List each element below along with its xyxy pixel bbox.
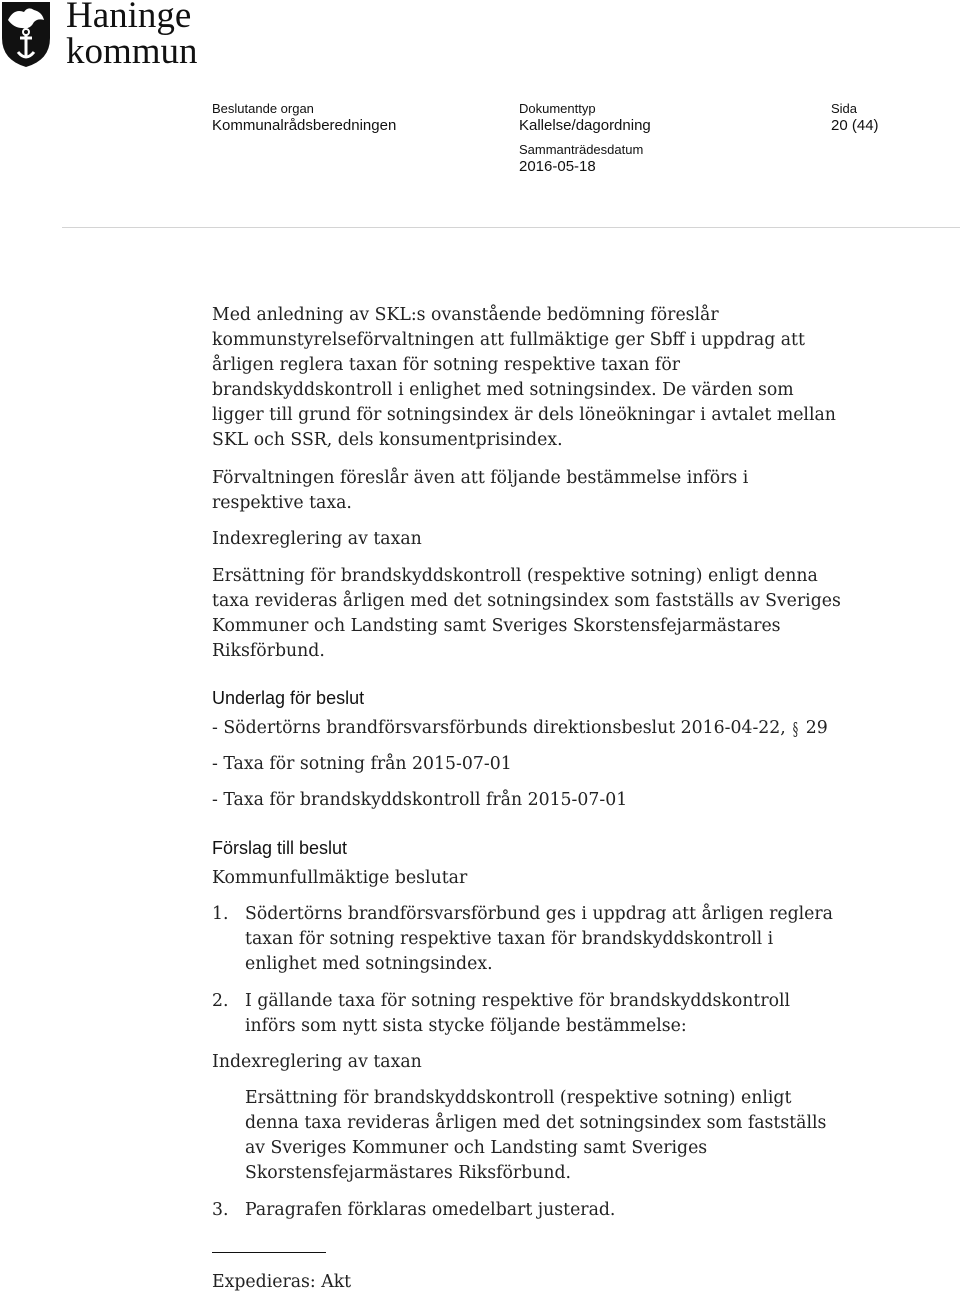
- underlag-item-1-number: 29: [800, 718, 828, 738]
- text-line: Södertörns brandförsvarsförbund ges i uppdrag att årligen reglera: [245, 904, 833, 924]
- doctype-label: Dokumenttyp: [519, 101, 596, 116]
- meeting-date-value: 2016-05-18: [519, 158, 596, 175]
- logo-line-2: kommun: [66, 31, 198, 72]
- text-line: Kommuner och Landsting samt Sveriges Skorstensfejarmästares: [212, 616, 781, 636]
- text-line: årligen reglera taxan för sotning respektive taxan för: [212, 355, 680, 375]
- text-line: Ersättning för brandskyddskontroll (respektive sotning) enligt: [245, 1088, 792, 1108]
- text-line: Ersättning för brandskyddskontroll (respektive sotning) enligt denna: [212, 566, 818, 586]
- underlag-item-1: [212, 716, 828, 741]
- logo-line-1: Haninge: [66, 0, 192, 36]
- organ-label: Beslutande organ: [212, 101, 314, 116]
- paragraph-1: [212, 303, 836, 453]
- text-line: taxa revideras årligen med det sotningsindex som fastställs av Sveriges: [212, 591, 841, 611]
- text-line: Med anledning av SKL:s ovanstående bedömning föreslår: [212, 305, 719, 325]
- forslag-number-1: 1.: [212, 904, 229, 924]
- text-line: I gällande taxa för sotning respektive för brandskyddskontroll: [245, 991, 791, 1011]
- paragraph-2: [212, 466, 748, 516]
- forslag-number-2: 2.: [212, 991, 229, 1011]
- text-line: respektive taxa.: [212, 493, 352, 513]
- paragraph-3: Indexreglering av taxan: [212, 529, 422, 549]
- underlag-heading: Underlag för beslut: [212, 688, 365, 708]
- text-line: Riksförbund.: [212, 641, 325, 661]
- meeting-date-label: Sammanträdesdatum: [519, 142, 644, 157]
- text-line: ligger till grund för sotningsindex är dels löneökningar i avtalet mellan: [212, 405, 836, 425]
- coat-of-arms-icon: [0, 0, 52, 68]
- section-symbol: §: [793, 719, 799, 740]
- forslag-item-1: [245, 902, 833, 977]
- underlag-item-2: - Taxa för sotning från 2015-07-01: [212, 754, 512, 774]
- doctype-value: Kallelse/dagordning: [519, 117, 651, 134]
- header-divider: [62, 227, 960, 228]
- page-value: 20 (44): [831, 117, 879, 134]
- paragraph-4: [212, 564, 841, 664]
- text-line: brandskyddskontroll i enlighet med sotningsindex. De värden som: [212, 380, 794, 400]
- text-line: införs som nytt sista stycke följande bestämmelse:: [245, 1016, 687, 1036]
- text-line: kommunstyrelseförvaltningen att fullmäktige ger Sbff i uppdrag att: [212, 330, 805, 350]
- underlag-item-3: - Taxa för brandskyddskontroll från 2015-07-01: [212, 790, 628, 810]
- forslag-item-2: [245, 989, 790, 1039]
- page-label: Sida: [831, 101, 858, 116]
- text-line: SKL och SSR, dels konsumentprisindex.: [212, 430, 563, 450]
- text-line: Skorstensfejarmästares Riksförbund.: [245, 1163, 572, 1183]
- organ-value: Kommunalrådsberedningen: [212, 117, 397, 134]
- forslag-subheading: Indexreglering av taxan: [212, 1052, 422, 1072]
- text-line: Förvaltningen föreslår även att följande bestämmelse införs i: [212, 468, 749, 488]
- signature-divider: [212, 1252, 326, 1253]
- underlag-item-1-text: - Södertörns brandförsvarsförbunds direktionsbeslut 2016-04-22,: [212, 718, 792, 738]
- text-line: av Sveriges Kommuner och Landsting samt Sveriges: [245, 1138, 708, 1158]
- text-line: denna taxa revideras årligen med det sotningsindex som fastställs: [245, 1113, 827, 1133]
- forslag-number-3: 3.: [212, 1200, 229, 1220]
- expedieras-text: Expedieras: Akt: [212, 1272, 352, 1292]
- text-line: taxan för sotning respektive taxan för brandskyddskontroll i: [245, 929, 774, 949]
- forslag-heading: Förslag till beslut: [212, 838, 348, 858]
- forslag-quote: [245, 1086, 826, 1186]
- municipality-logo-text: [66, 0, 198, 70]
- text-line: enlighet med sotningsindex.: [245, 954, 493, 974]
- forslag-item-3: Paragrafen förklaras omedelbart justerad.: [245, 1200, 616, 1220]
- forslag-intro: Kommunfullmäktige beslutar: [212, 868, 468, 888]
